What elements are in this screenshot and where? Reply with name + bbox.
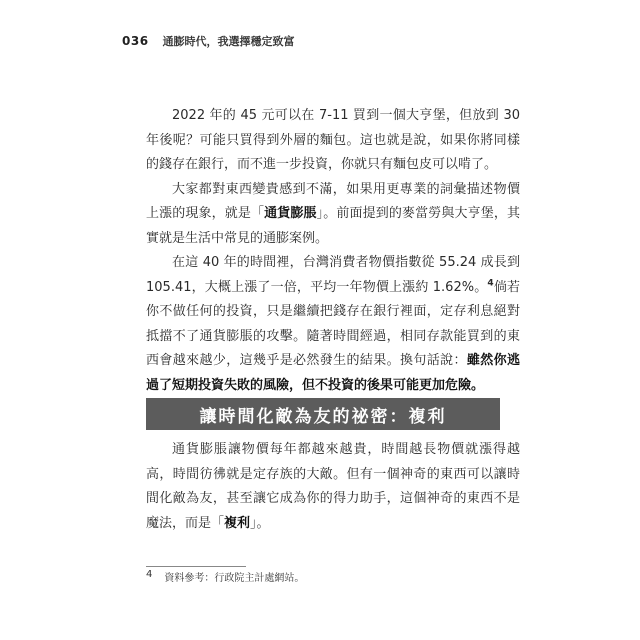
footnote	[146, 569, 304, 584]
footnote-number: 4	[146, 569, 153, 580]
term-inflation: 通貨膨脹	[264, 206, 317, 221]
paragraph-4-tail: 」。	[250, 515, 270, 531]
section-heading-banner: 讓時間化敵為友的祕密：複利	[146, 398, 500, 430]
paragraph-3-middle: 倘若你不做任何的投資，只是繼續把錢存在銀行裡面，定存利息絕對抵擋不了通貨膨脹的攻擊。隨著時間經過，相同存款能買到的東西會越來越少，這幾乎是必然發生的結果。換句話說：	[146, 279, 520, 368]
paragraph-2-lead: 大家都對東西變貴感到不滿，如果用更專業的詞彙描述物價上漲的現象，就是「	[146, 181, 520, 221]
paragraph-2-tail: 」。前面提到的麥當勞與大亨堡，其實就是生活中常見的通膨案例。	[146, 206, 520, 246]
page-header	[122, 32, 295, 50]
footnote-text: 資料參考：行政院主計處網站。	[164, 573, 305, 584]
paragraph-1: 2022 年的 45 元可以在 7-11 買到一個大亨堡，但放到 30 年後呢？可能只買得到外層的麵包。這也就是說，如果你將同樣的錢存在銀行，而不進一步投資，你就只有麵包皮可以啃了。	[146, 108, 520, 172]
paragraph-3-emphasis: 雖然你逃過了短期投資失敗的風險，但不投資的後果可能更加危險。	[146, 353, 520, 393]
footnote-divider	[146, 566, 246, 567]
body-text-upper	[146, 104, 520, 398]
running-header-title: 通膨時代，我選擇穩定致富	[162, 35, 295, 48]
footnote-reference: 4	[487, 278, 494, 289]
page-number: 036	[122, 34, 149, 48]
term-compound-interest: 複利	[224, 515, 251, 531]
paragraph-3-lead: 在這 40 年的時間裡，台灣消費者物價指數從 55.24 成長到 105.41，大概上漲了一倍，平均一年物價上漲約 1.62%。	[146, 255, 520, 295]
body-text-lower	[146, 438, 520, 536]
paragraph-4-lead: 通貨膨脹讓物價每年都越來越貴，時間越長物價就漲得越高，時間彷彿就是定存族的大敵。但有一個神奇的東西可以讓時間化敵為友，甚至讓它成為你的得力助手，這個神奇的東西不是魔法，而是「	[146, 442, 520, 531]
paragraph-4	[146, 438, 520, 536]
paragraph-2	[146, 178, 520, 252]
paragraph-3	[146, 251, 520, 398]
